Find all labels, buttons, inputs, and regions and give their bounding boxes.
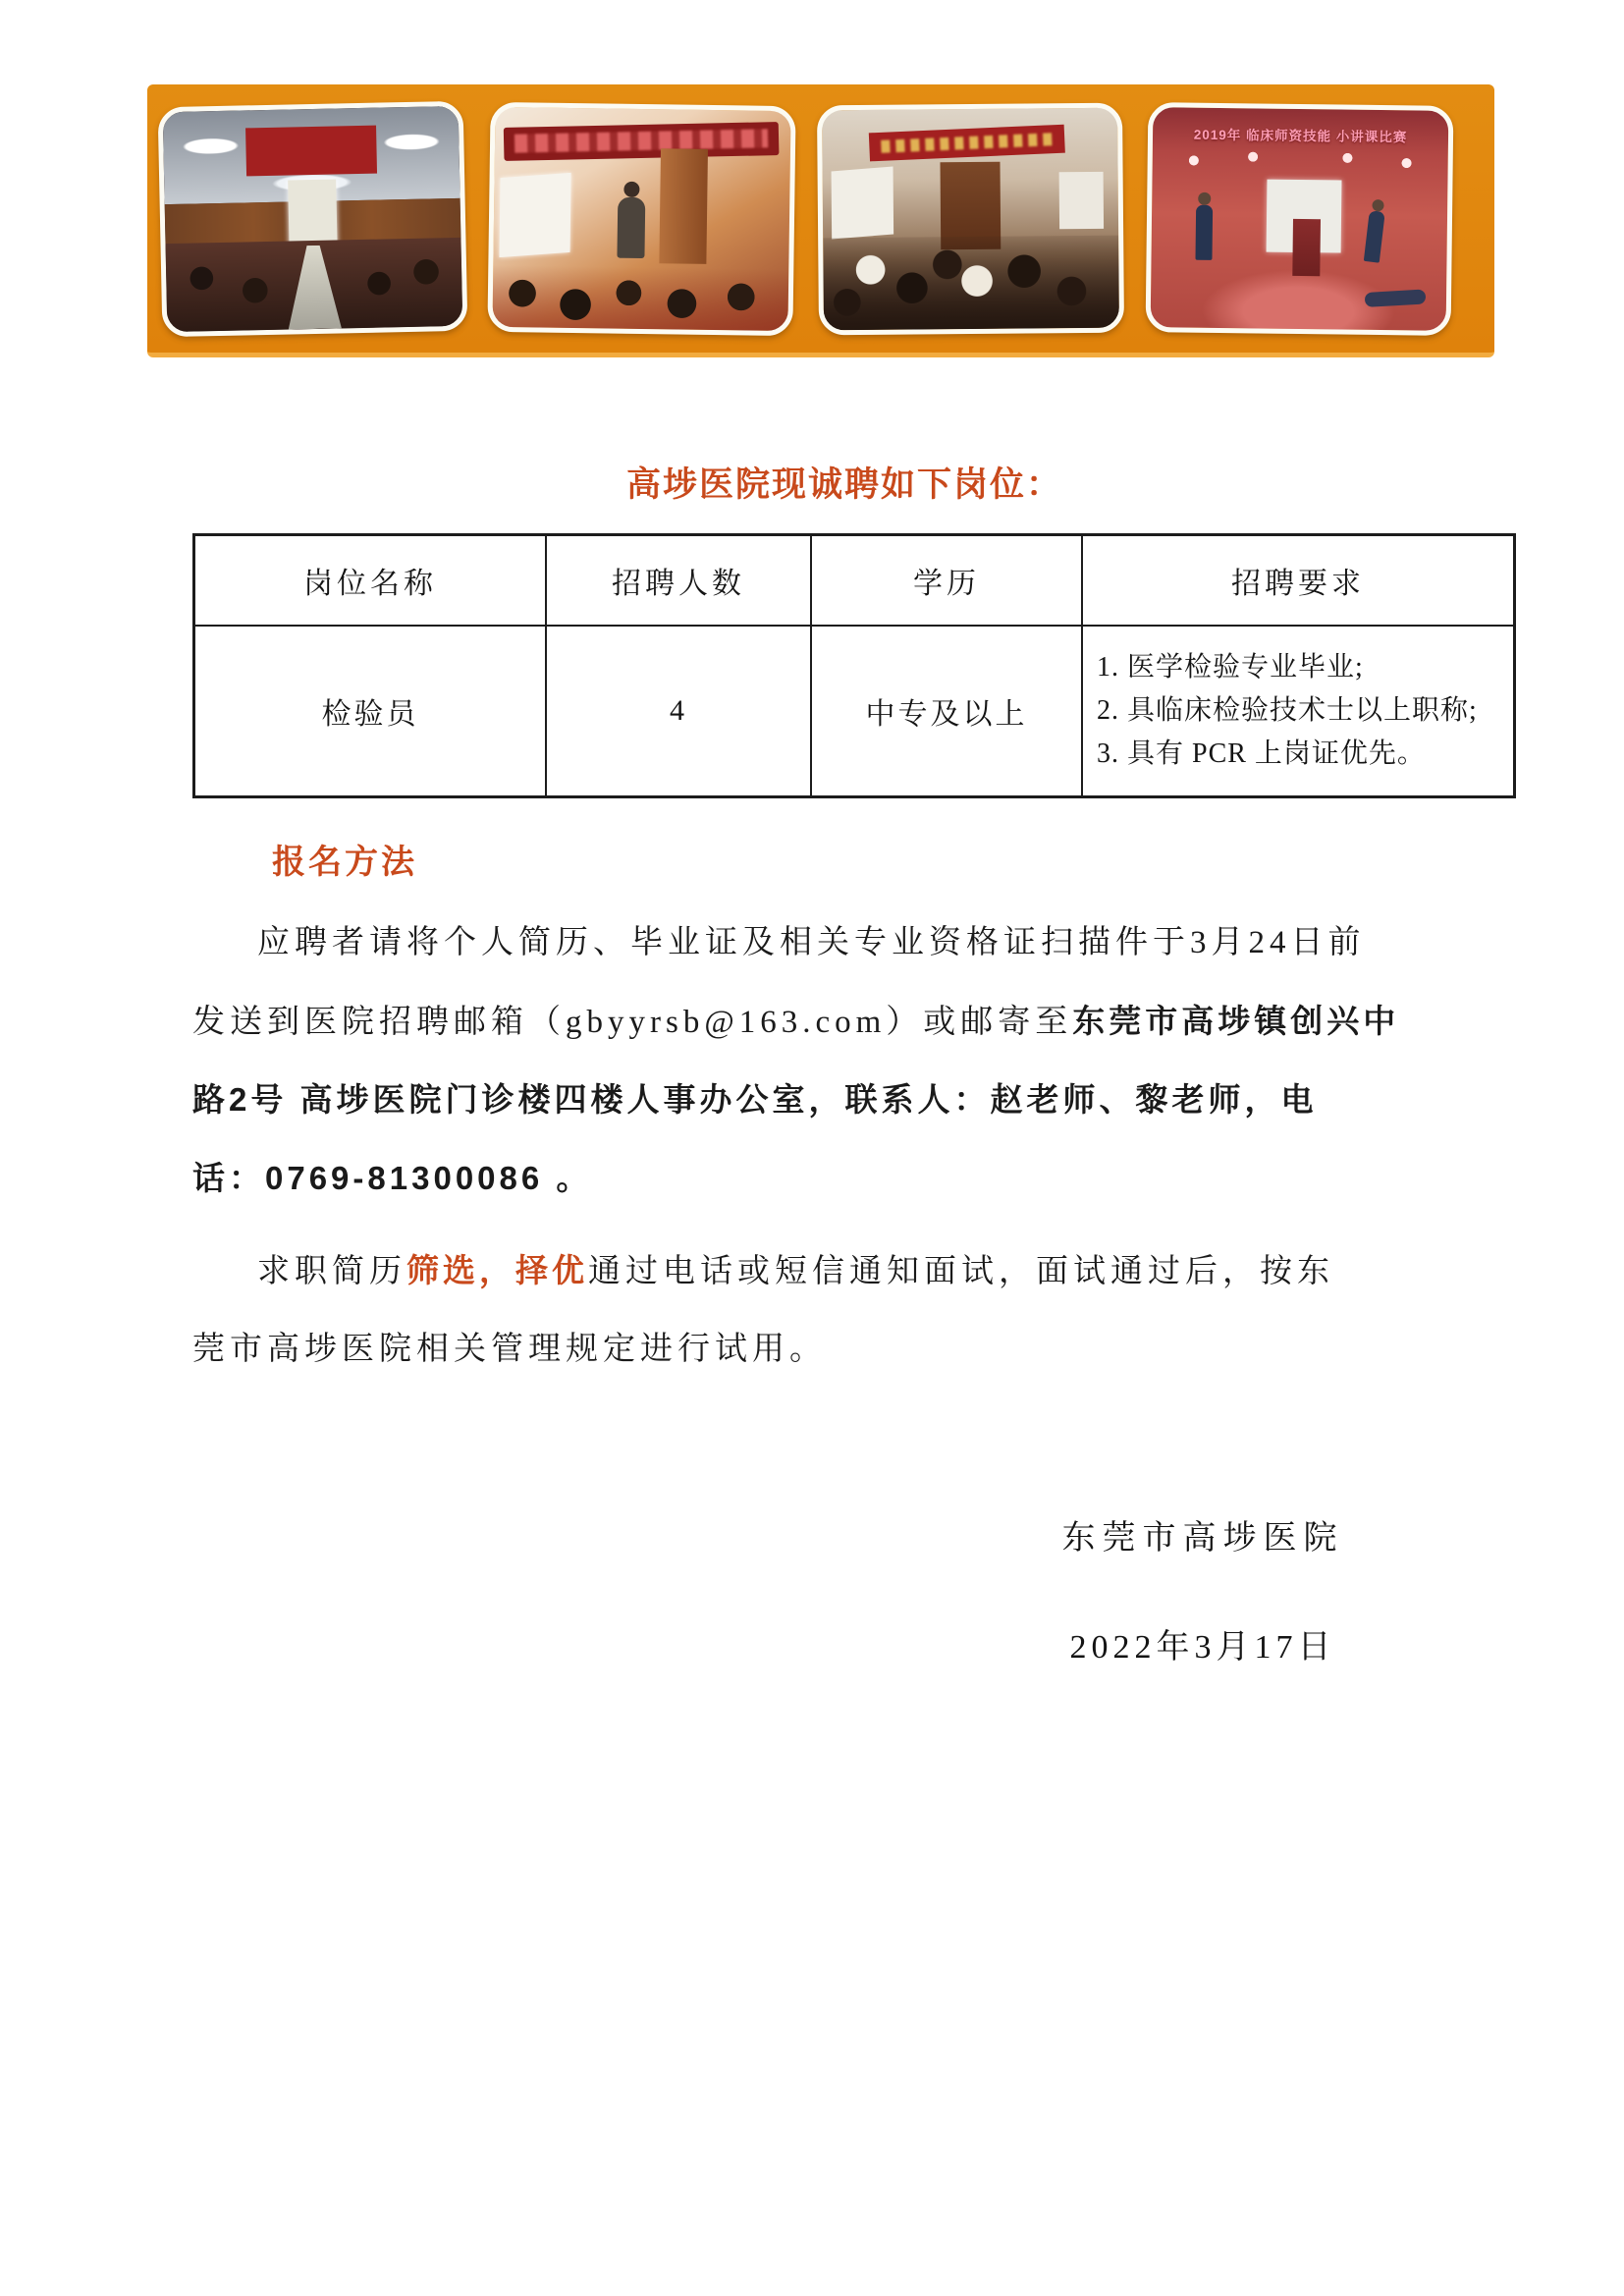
- requirement-line-1: 1. 医学检验专业毕业;: [1097, 651, 1364, 683]
- cell-education: 中专及以上: [811, 626, 1082, 797]
- photo-banner: [147, 84, 1494, 357]
- page-title: 高埗医院现诚聘如下岗位：: [625, 465, 1062, 504]
- apply-paragraph-2: [192, 1231, 1469, 1389]
- body-text: 发送到医院招聘邮箱（gbyyrsb@163.com）或邮寄至: [192, 1005, 1073, 1040]
- paragraph-line: [192, 903, 1469, 982]
- address-text: 东莞市高埗镇创兴中: [1072, 1003, 1400, 1039]
- led-banner: [504, 121, 780, 159]
- photo-caption: 2019年 临床师资技能 小讲课比赛: [1193, 126, 1408, 144]
- col-header-requirements: 招聘要求: [1082, 535, 1515, 627]
- projector-screen: [499, 173, 570, 257]
- phone-text: 话：0769-81300086 。: [192, 1160, 593, 1196]
- photo-conference-audience: [817, 102, 1124, 335]
- audience-heads: [823, 235, 1119, 330]
- standing-person-left: [1196, 204, 1214, 259]
- requirement-line-3: 3. 具有 PCR 上岗证优先。: [1097, 738, 1426, 770]
- paragraph-line: [192, 1231, 1469, 1310]
- paragraph-line: [192, 1061, 1469, 1139]
- paragraph-line: [192, 1310, 1469, 1389]
- body-text: 通过电话或短信通知面试，面试通过后，按东: [588, 1254, 1334, 1289]
- cell-count: 4: [546, 626, 811, 797]
- paragraph-line: [192, 1139, 1469, 1218]
- col-header-position: 岗位名称: [194, 535, 547, 627]
- body-text: 应聘者请将个人简历、毕业证及相关专业资格证扫描件于3月24日前: [257, 925, 1366, 960]
- speaker-figure: [618, 196, 646, 257]
- projector-screen-right: [1058, 171, 1104, 229]
- col-header-count: 招聘人数: [546, 535, 811, 627]
- apply-method-heading: 报名方法: [272, 845, 417, 881]
- red-banner: [869, 124, 1065, 161]
- table-row: [194, 626, 1515, 797]
- requirement-line-2: 2. 具临床检验技术士以上职称;: [1097, 694, 1478, 726]
- photo-cpr-contest: [1146, 102, 1454, 336]
- photo-speaker-podium: [487, 101, 795, 335]
- signature-organization: 东莞市高埗医院: [1061, 1520, 1344, 1557]
- signature-date: 2022年3月17日: [1069, 1629, 1336, 1666]
- stage-banner: [245, 125, 376, 176]
- cell-requirements: [1082, 626, 1515, 797]
- projector-screen-left: [832, 166, 894, 239]
- apply-paragraph-1: [192, 903, 1469, 1218]
- signature-block: [1001, 1510, 1404, 1667]
- job-table: [192, 533, 1516, 798]
- photo-lecture-hall-aisle: [158, 100, 468, 336]
- highlight-text: 筛选，择优: [406, 1252, 588, 1288]
- table-header-row: [194, 535, 1515, 627]
- paragraph-line: [192, 982, 1469, 1061]
- cpr-demo-person: [1365, 289, 1427, 307]
- cell-position: 检验员: [194, 626, 547, 797]
- audience-heads: [492, 265, 788, 331]
- standing-person-right: [1364, 210, 1385, 263]
- address-text: 路2号 高埗医院门诊楼四楼人事办公室，联系人：赵老师、黎老师，电: [192, 1081, 1318, 1118]
- podium: [1293, 218, 1321, 276]
- col-header-education: 学历: [811, 535, 1082, 627]
- body-text: 莞市高埗医院相关管理规定进行试用。: [192, 1332, 827, 1367]
- body-text: 求职简历: [257, 1254, 406, 1289]
- wood-pillar: [659, 148, 708, 263]
